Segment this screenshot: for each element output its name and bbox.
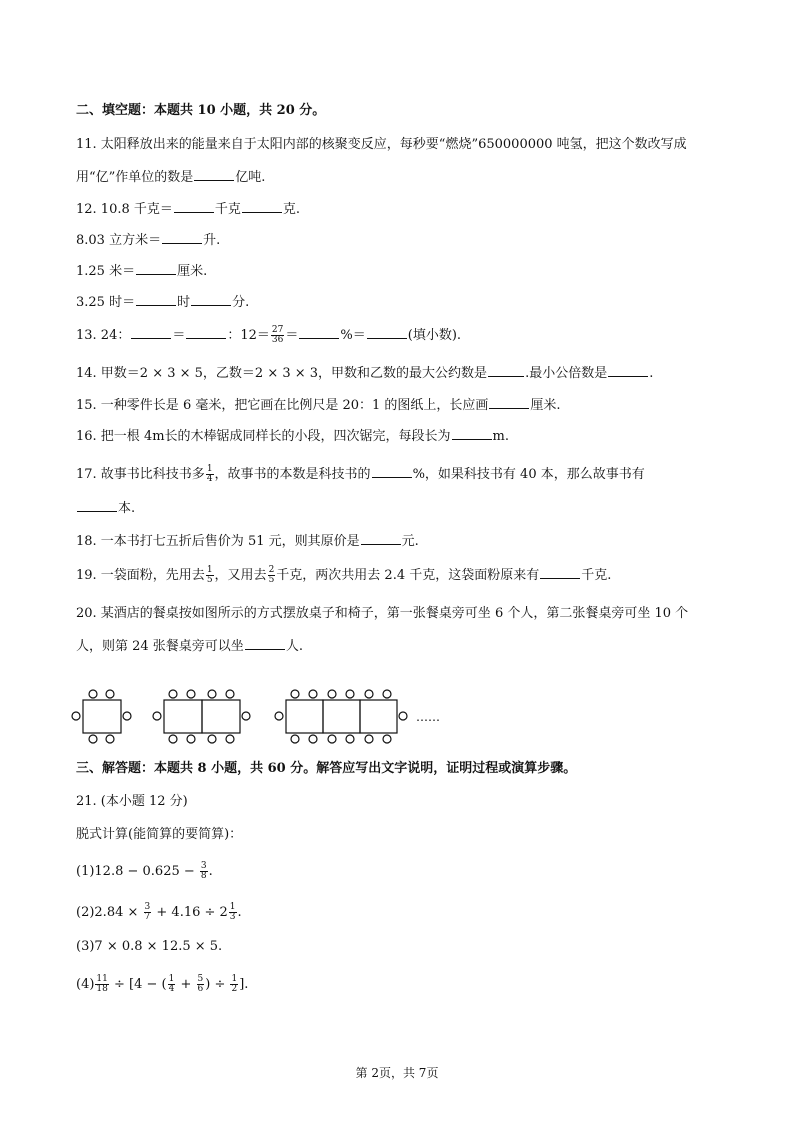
q16-line xyxy=(76,426,509,446)
answer-blank[interactable] xyxy=(488,363,524,377)
q12-text-d2: 时 xyxy=(177,295,191,310)
fraction-denominator: 5 xyxy=(206,575,213,585)
q12-text-a3: 克. xyxy=(282,202,301,217)
q12-line-d xyxy=(76,292,249,312)
chair-circle xyxy=(346,690,354,698)
q14-text-2: .最小公倍数是 xyxy=(525,366,608,381)
q19-text-4: 千克. xyxy=(581,568,612,583)
chair-circle xyxy=(275,712,283,720)
q11-text-a: 用“亿”作单位的数是 xyxy=(76,170,194,185)
q14-line xyxy=(76,363,653,383)
q14-text-3: . xyxy=(649,366,654,381)
chair-circle xyxy=(226,735,234,743)
fraction-denominator: 5 xyxy=(268,575,275,585)
answer-blank[interactable] xyxy=(191,292,231,306)
q17-line1 xyxy=(76,464,645,484)
answer-blank[interactable] xyxy=(608,363,648,377)
q21-expr-2 xyxy=(76,903,242,922)
chair-circle xyxy=(365,690,373,698)
q15-text-1: 15. 一种零件长是 6 毫米，把它画在比例尺是 20：1 的图纸上，长应画 xyxy=(76,398,489,413)
q13-text-6: (填小数). xyxy=(407,328,462,343)
q20-text-1: 人，则第 24 张餐桌旁可以坐 xyxy=(76,639,244,654)
q19-text-3: 千克，两次共用去 2.4 千克，这袋面粉原来有 xyxy=(276,568,540,583)
fraction-numerator: 3 xyxy=(144,902,151,912)
fraction-numerator: 1 xyxy=(229,902,236,912)
answer-blank[interactable] xyxy=(489,395,529,409)
q12-text-a2: 千克 xyxy=(214,202,241,217)
answer-blank[interactable] xyxy=(361,531,401,545)
q19-text-2: ，又用去 xyxy=(214,568,267,583)
chair-circle xyxy=(187,735,195,743)
section-3-heading: 三、解答题：本题共 8 小题，共 60 分。解答应写出文字说明，证明过程或演算步骤。 xyxy=(76,761,577,776)
q20-text-2: 人. xyxy=(285,639,303,654)
chair-circle xyxy=(106,735,114,743)
answer-blank[interactable] xyxy=(162,230,202,244)
fraction-denominator: 4 xyxy=(206,474,213,484)
q12-text-c1: 1.25 米＝ xyxy=(76,264,136,279)
q21-instruction: 脱式计算(能简算的要简算)： xyxy=(76,827,243,842)
q12-line-a xyxy=(76,199,300,219)
expr-end: . xyxy=(208,864,213,879)
q12-line-b xyxy=(76,230,220,250)
answer-blank[interactable] xyxy=(77,498,117,512)
answer-blank[interactable] xyxy=(131,325,171,339)
fraction-numerator: 2 xyxy=(268,565,275,575)
table-rect xyxy=(164,700,202,733)
q12-text-d1: 3.25 时＝ xyxy=(76,295,136,310)
chair-circle xyxy=(309,735,317,743)
table-arrangement-diagram xyxy=(70,686,460,748)
section-2-heading: 二、填空题：本题共 10 小题，共 20 分。 xyxy=(76,103,326,118)
expr-text: + xyxy=(176,977,196,992)
chair-circle xyxy=(399,712,407,720)
q21-expr-3: (3)7 × 0.8 × 12.5 × 5. xyxy=(76,939,223,954)
answer-blank[interactable] xyxy=(194,167,234,181)
answer-blank[interactable] xyxy=(186,325,226,339)
fraction-numerator: 5 xyxy=(197,974,204,984)
chair-circle xyxy=(72,712,80,720)
fraction xyxy=(168,975,176,994)
q13-text-4: ＝ xyxy=(285,328,299,343)
q19-text-1: 19. 一袋面粉，先用去 xyxy=(76,568,205,583)
q12-text-d3: 分. xyxy=(232,295,250,310)
q21-expr-4 xyxy=(76,975,248,994)
expr-text: (1)12.8 − 0.625 − xyxy=(76,864,199,879)
q12-text-a1: 12. 10.8 千克＝ xyxy=(76,202,173,217)
answer-blank[interactable] xyxy=(174,199,214,213)
answer-blank[interactable] xyxy=(372,464,412,478)
q20-line1: 20. 某酒店的餐桌按如图所示的方式摆放桌子和椅子，第一张餐桌旁可坐 6 个人，第二张餐桌旁可坐 10 个 xyxy=(76,606,689,621)
answer-blank[interactable] xyxy=(540,565,580,579)
fraction xyxy=(271,326,284,345)
fraction-numerator: 11 xyxy=(96,974,108,984)
q12-text-b2: 升. xyxy=(203,233,221,248)
fraction xyxy=(95,975,108,994)
fraction-numerator: 1 xyxy=(206,565,213,575)
expr-text: ) ÷ xyxy=(205,977,230,992)
fraction xyxy=(268,566,276,585)
fraction-numerator: 27 xyxy=(271,325,284,335)
chair-circle xyxy=(153,712,161,720)
chair-circle xyxy=(309,690,317,698)
q15-line xyxy=(76,395,561,415)
fraction-numerator: 1 xyxy=(231,974,238,984)
fraction-denominator: 4 xyxy=(168,984,175,994)
expr-end: ]. xyxy=(239,977,249,992)
expr-end: . xyxy=(237,905,242,920)
chair-circle xyxy=(328,690,336,698)
fraction-denominator: 18 xyxy=(96,984,108,994)
q13-text-2: ＝ xyxy=(172,328,186,343)
chair-circle xyxy=(346,735,354,743)
table-rect xyxy=(360,700,397,733)
q21-title: 21. (本小题 12 分) xyxy=(76,794,188,809)
chair-circle xyxy=(123,712,131,720)
fraction-numerator: 3 xyxy=(200,861,207,871)
q12-text-b1: 8.03 立方米＝ xyxy=(76,233,162,248)
chair-circle xyxy=(208,690,216,698)
q12-line-c xyxy=(76,261,207,281)
chair-circle xyxy=(365,735,373,743)
q16-text-2: m. xyxy=(492,429,510,444)
answer-blank[interactable] xyxy=(367,325,407,339)
q18-line xyxy=(76,531,419,551)
fraction-numerator: 1 xyxy=(206,464,213,474)
chair-circle xyxy=(226,690,234,698)
expr-text: (4) xyxy=(76,977,95,992)
chair-circle xyxy=(328,735,336,743)
fraction xyxy=(229,903,237,922)
answer-blank[interactable] xyxy=(299,325,339,339)
expr-text: ÷ [4 − ( xyxy=(109,977,167,992)
q11-line2 xyxy=(76,167,265,187)
fraction xyxy=(206,566,214,585)
answer-blank[interactable] xyxy=(242,199,282,213)
q21-expr-1 xyxy=(76,862,213,881)
fraction-denominator: 6 xyxy=(197,984,204,994)
chair-circle xyxy=(291,735,299,743)
chair-circle xyxy=(187,690,195,698)
fraction-denominator: 2 xyxy=(231,984,238,994)
table-rect xyxy=(202,700,240,733)
table-rect xyxy=(323,700,360,733)
q11-line1: 11. 太阳释放出来的能量来自于太阳内部的核聚变反应，每秒要“燃烧”650000000 吨氢，把这个数改写成 xyxy=(76,137,687,152)
q15-text-2: 厘米. xyxy=(530,398,561,413)
q12-text-c2: 厘米. xyxy=(177,264,208,279)
chair-circle xyxy=(169,690,177,698)
fraction-denominator: 7 xyxy=(144,912,151,922)
fraction xyxy=(200,862,208,881)
chair-circle xyxy=(291,690,299,698)
q17-line2 xyxy=(76,498,135,518)
q17-text-3: %，如果科技书有 40 本，那么故事书有 xyxy=(412,467,645,482)
answer-blank[interactable] xyxy=(136,292,176,306)
q17-text-2: ，故事书的本数是科技书的 xyxy=(214,467,371,482)
q17-text-4: 本. xyxy=(118,501,136,516)
q20-line2 xyxy=(76,636,303,656)
chair-circle xyxy=(169,735,177,743)
chair-circle xyxy=(242,712,250,720)
q13-line xyxy=(76,325,461,345)
answer-blank[interactable] xyxy=(136,261,176,275)
diagram-ellipsis: …… xyxy=(416,710,440,724)
fraction xyxy=(144,903,152,922)
fraction xyxy=(230,975,238,994)
chair-circle xyxy=(208,735,216,743)
table-rect xyxy=(83,700,121,733)
chair-circle xyxy=(383,735,391,743)
fraction-numerator: 1 xyxy=(168,974,175,984)
q13-text-5: %＝ xyxy=(340,328,366,343)
q19-line xyxy=(76,565,611,585)
answer-blank[interactable] xyxy=(245,636,285,650)
q13-text-1: 13. 24： xyxy=(76,328,131,343)
chair-circle xyxy=(89,690,97,698)
fraction-denominator: 36 xyxy=(271,335,284,345)
table-rect xyxy=(286,700,323,733)
q11-text-b: 亿吨. xyxy=(235,170,266,185)
q17-text-1: 17. 故事书比科技书多 xyxy=(76,467,205,482)
q14-text-1: 14. 甲数＝2 × 3 × 5，乙数＝2 × 3 × 3，甲数和乙数的最大公约数是 xyxy=(76,366,488,381)
fraction xyxy=(197,975,205,994)
fraction-denominator: 8 xyxy=(200,871,207,881)
fraction-denominator: 3 xyxy=(229,912,236,922)
chair-circle xyxy=(106,690,114,698)
chair-circle xyxy=(383,690,391,698)
fraction xyxy=(206,465,214,484)
q16-text-1: 16. 把一根 4m长的木棒锯成同样长的小段，四次锯完，每段长为 xyxy=(76,429,451,444)
q18-text-1: 18. 一本书打七五折后售价为 51 元，则其原价是 xyxy=(76,534,360,549)
chair-circle xyxy=(89,735,97,743)
q13-text-3: ：12＝ xyxy=(227,328,270,343)
expr-text: + 4.16 ÷ 2 xyxy=(152,905,228,920)
answer-blank[interactable] xyxy=(452,426,492,440)
page-footer: 第 2页，共 7页 xyxy=(355,1066,439,1080)
q18-text-2: 元. xyxy=(401,534,419,549)
expr-text: (2)2.84 × xyxy=(76,905,143,920)
